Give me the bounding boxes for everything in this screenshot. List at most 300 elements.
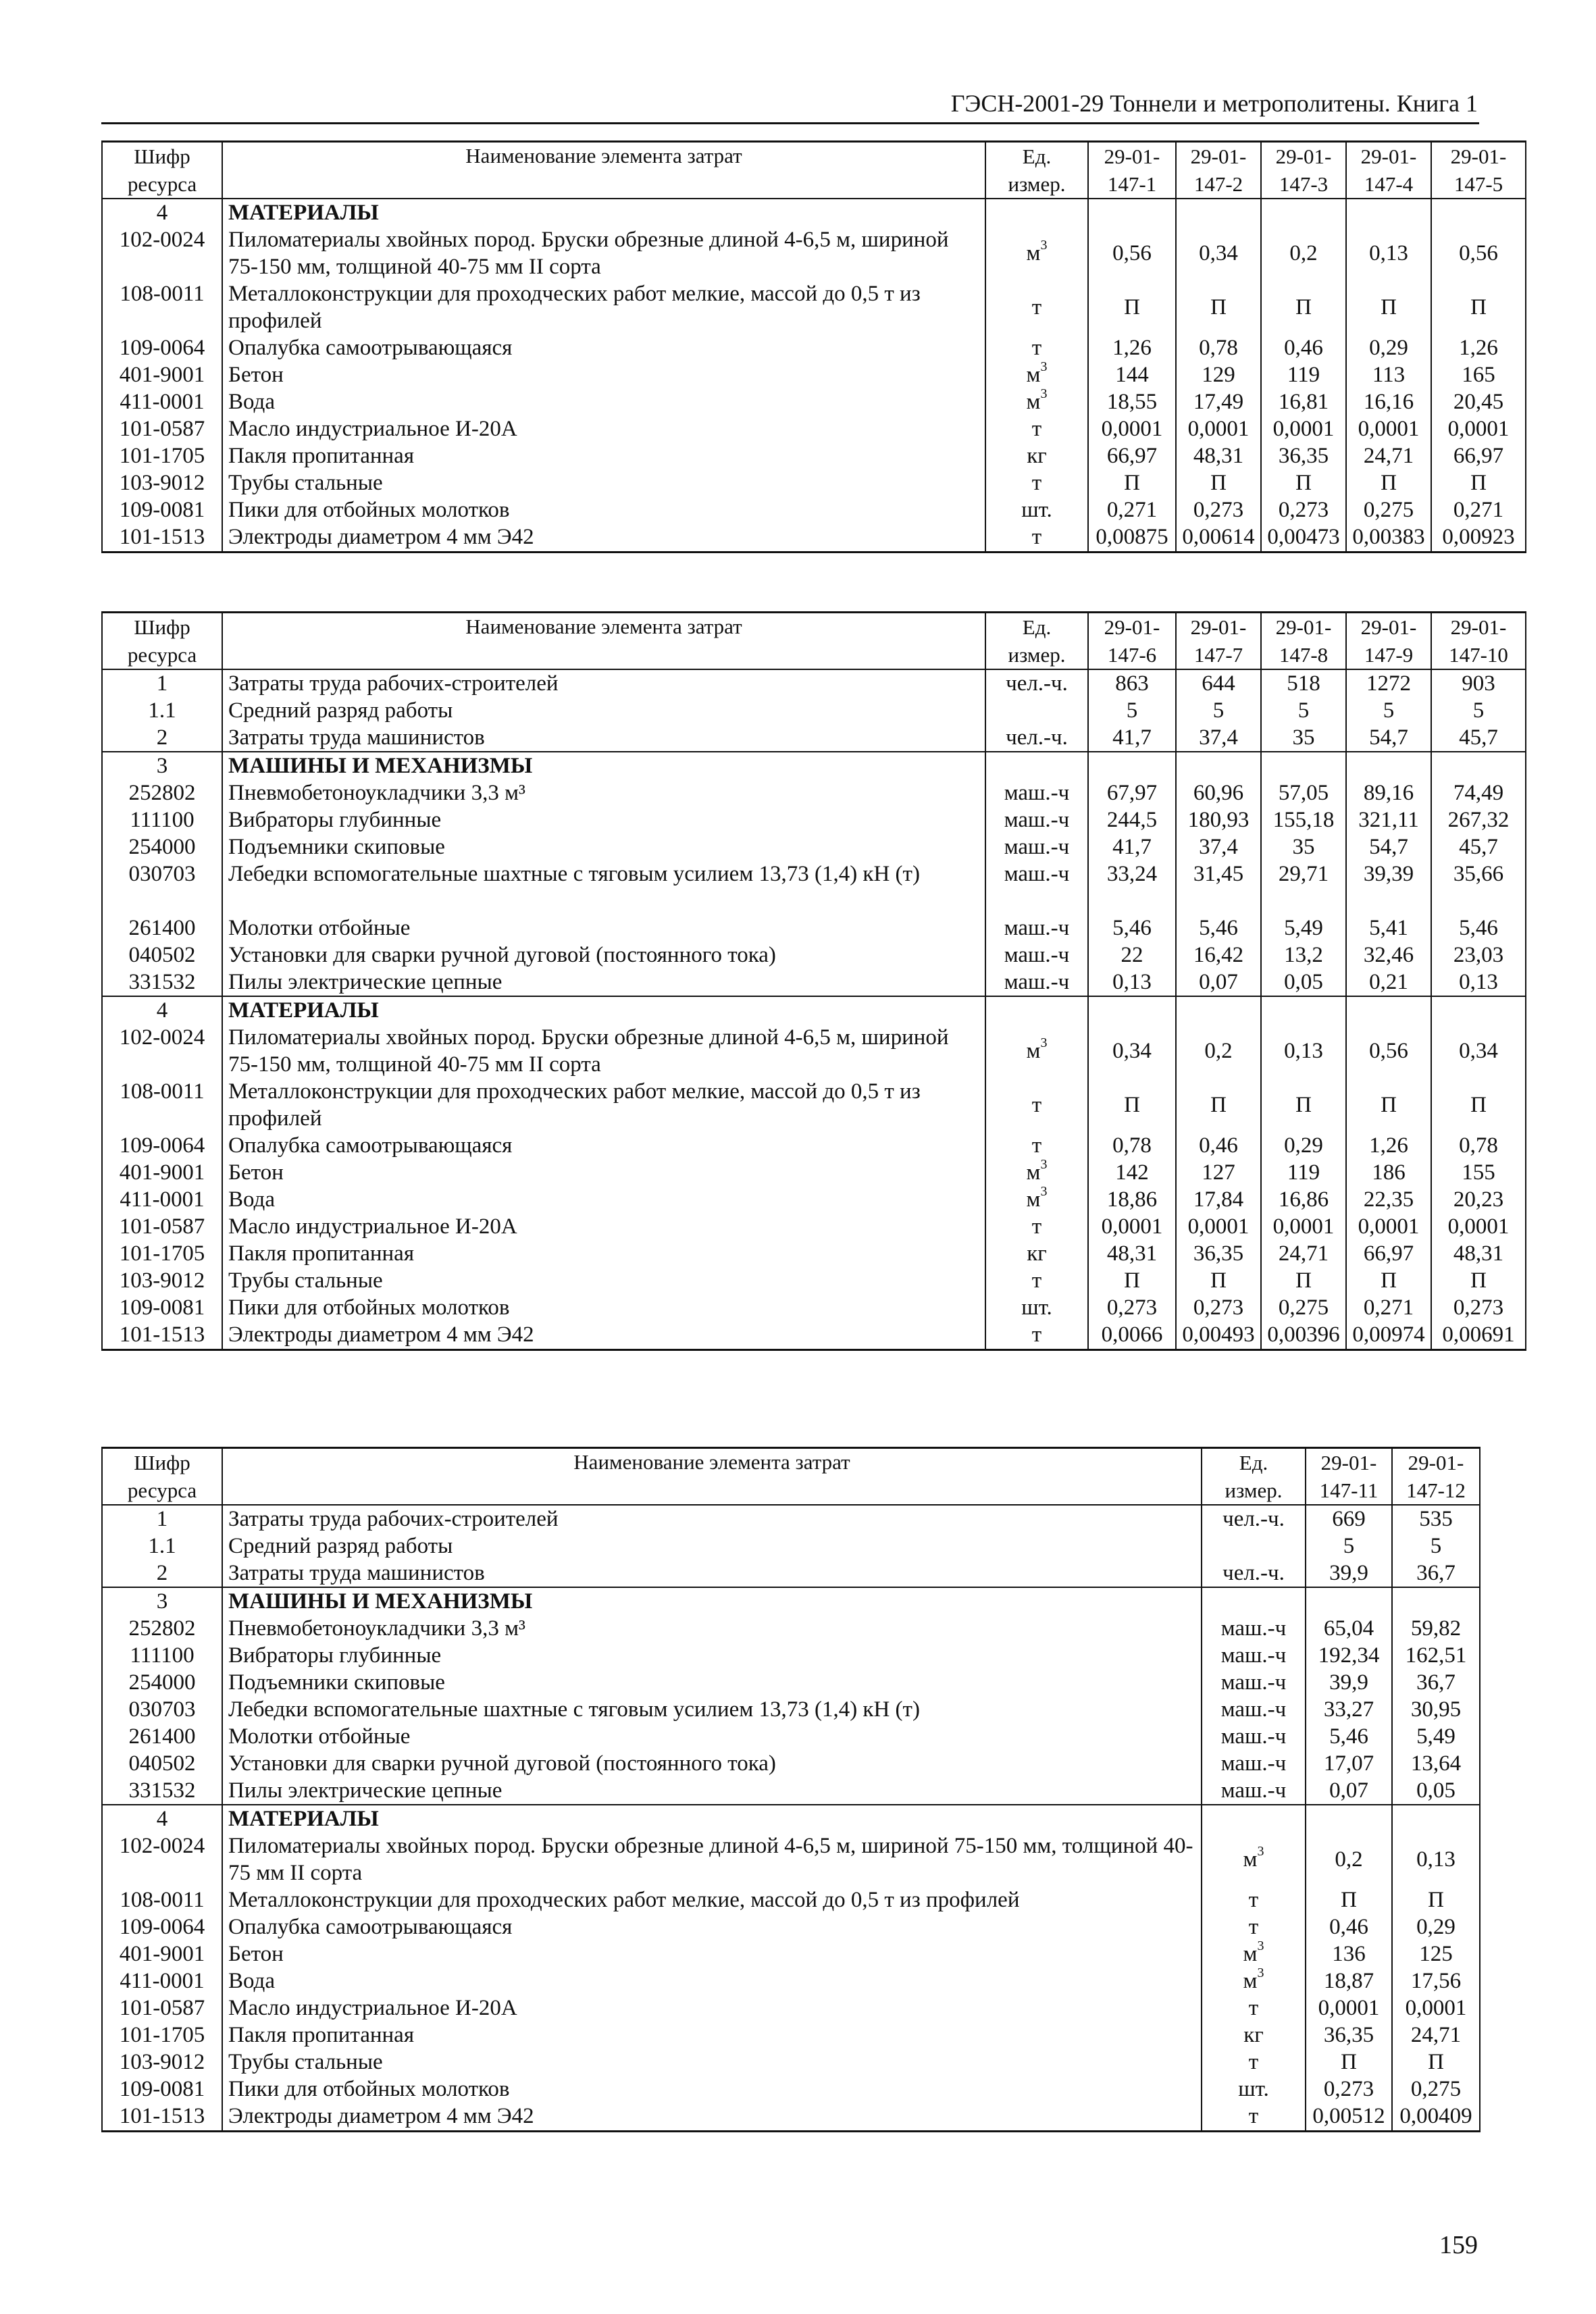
norm-value [1261,752,1346,779]
norm-value: 119 [1261,1159,1346,1186]
norm-value: 0,07 [1306,1777,1392,1805]
resource-row [102,1696,1480,1723]
norm-value: 0,00875 [1088,523,1176,552]
section-row [102,996,1526,1024]
norm-value: 535 [1392,1505,1480,1533]
norm-value: 33,24 [1088,860,1176,915]
norm-value: 0,34 [1431,1024,1526,1078]
norm-value: 16,16 [1346,388,1431,415]
norm-value: 1,26 [1431,334,1526,361]
unit-label: т [1031,1133,1042,1158]
unit-exponent: 3 [1257,1844,1264,1859]
norm-value: 192,34 [1306,1642,1392,1669]
norm-value: 37,4 [1176,724,1261,752]
resource-name: Лебедки вспомогательные шахтные с тяговым усилием 13,73 (1,4) кН (т) [222,860,985,915]
norm-value: 17,84 [1176,1186,1261,1213]
resource-row [102,469,1526,496]
resource-row [102,1213,1526,1240]
resource-row [102,2076,1480,2103]
resource-row [102,915,1526,942]
unit-label: маш.-ч [1220,1778,1287,1803]
resource-code: 103-9012 [102,1267,222,1294]
norm-value: 186 [1346,1159,1431,1186]
norm-value: 0,13 [1261,1024,1346,1078]
resource-row [102,833,1526,860]
section-title: МАТЕРИАЛЫ [222,199,985,226]
resource-code: 108-0011 [102,1886,222,1913]
norm-code-line2: 147-4 [1364,172,1414,196]
norm-value: 0,0001 [1176,415,1261,442]
norm-value: 13,64 [1392,1750,1480,1777]
norm-code-line1: 29-01- [1450,615,1507,639]
resource-name: Электроды диаметром 4 мм Э42 [222,2103,1202,2131]
resource-name: Масло индустриальное И-20А [222,1995,1202,2022]
norm-value: 863 [1088,669,1176,697]
resource-name: Бетон [222,1159,985,1186]
norm-value: 54,7 [1346,724,1431,752]
resource-code: 101-1513 [102,2103,222,2131]
unit-of-measure [1202,1560,1306,1587]
resource-name: Бетон [222,361,985,388]
norm-value: 0,0001 [1431,1213,1526,1240]
unit-label: т [1248,2050,1259,2074]
norm-value: 0,271 [1346,1294,1431,1321]
norm-value [1088,199,1176,226]
unit-of-measure [1202,1533,1306,1560]
resource-code: 109-0081 [102,496,222,523]
norm-value: 60,96 [1176,779,1261,806]
resource-row [102,226,1526,280]
unit-label: м [1026,363,1041,387]
resource-code: 102-0024 [102,226,222,280]
unit-of-measure [1202,2103,1306,2131]
norm-value: 0,0066 [1088,1321,1176,1349]
resource-row [102,361,1526,388]
norm-value: 0,0001 [1088,415,1176,442]
unit-label: маш.-ч [1220,1616,1287,1641]
resource-code: 040502 [102,942,222,969]
norm-value: 0,21 [1346,969,1431,996]
norm-value [1346,199,1431,226]
norm-value: 644 [1176,669,1261,697]
norm-value: 0,0001 [1431,415,1526,442]
norm-value: П [1431,1267,1526,1294]
resource-name: Пакля пропитанная [222,442,985,469]
section-row [102,1587,1480,1615]
norm-column-header [1431,142,1526,199]
resource-name: Подъемники скиповые [222,833,985,860]
norm-code-line1: 29-01- [1190,145,1247,168]
section-row [102,752,1526,779]
norm-value: 22,35 [1346,1186,1431,1213]
resource-name: Подъемники скиповые [222,1669,1202,1696]
resource-name: Вибраторы глубинные [222,806,985,833]
resource-name: Установки для сварки ручной дуговой (постоянного тока) [222,1750,1202,1777]
resource-name: Пики для отбойных молотков [222,2076,1202,2103]
unit-exponent: 3 [1040,361,1048,374]
unit-label: т [1031,525,1042,549]
unit-label: чел.-ч. [1006,671,1068,696]
resource-code: 102-0024 [102,1024,222,1078]
unit-label: т [1031,336,1042,360]
resource-code: 411-0001 [102,1968,222,1995]
norm-value: П [1392,2049,1480,2076]
norm-value: 18,86 [1088,1186,1176,1213]
resource-code: 109-0081 [102,2076,222,2103]
unit-of-measure [985,724,1088,752]
resource-code: 101-1513 [102,523,222,552]
norm-value: 5,41 [1346,915,1431,942]
norm-value: 24,71 [1346,442,1431,469]
norm-value: 0,13 [1431,969,1526,996]
unit-label: м [1243,1942,1258,1966]
resource-code: 254000 [102,833,222,860]
norm-value: 30,95 [1392,1696,1480,1723]
resource-row [102,1560,1480,1587]
norm-value: П [1346,1267,1431,1294]
norm-value: 5,46 [1431,915,1526,942]
norm-value: 0,13 [1088,969,1176,996]
norm-value: П [1346,469,1431,496]
unit-exponent: 3 [1257,1940,1264,1953]
norm-value: 5 [1261,697,1346,724]
norm-value: 144 [1088,361,1176,388]
resource-row [102,2049,1480,2076]
code-header-line2: ресурса [127,1479,197,1502]
norm-value: 5 [1431,697,1526,724]
norm-value: 0,00493 [1176,1321,1261,1349]
name-header-label: Наименование элемента затрат [465,144,742,168]
norm-value: 0,00473 [1261,523,1346,552]
unit-of-measure [1202,2076,1306,2103]
resource-code: 3 [102,752,222,779]
norm-value: 0,2 [1261,226,1346,280]
unit-label: маш.-ч [1220,1697,1287,1722]
norm-value: 59,82 [1392,1615,1480,1642]
resource-name: Пиломатериалы хвойных пород. Бруски обрезные длиной 4-6,5 м, шириной 75-150 мм, толщиной 40-75 мм II сорта [222,1024,985,1078]
unit-label: т [1031,1093,1042,1117]
unit-of-measure [985,469,1088,496]
norm-value: 0,00383 [1346,523,1431,552]
page-header: ГЭСН-2001-29 Тоннели и метрополитены. Книга 1 [950,90,1478,117]
resource-row [102,969,1526,996]
unit-of-measure [985,1132,1088,1159]
unit-label: т [1031,1214,1042,1239]
norm-column-header [1176,613,1261,670]
unit-of-measure [1202,1669,1306,1696]
norm-value: 5,46 [1306,1723,1392,1750]
norm-value: 18,87 [1306,1968,1392,1995]
unit-header-line1: Ед. [1022,615,1052,639]
unit-of-measure [985,1267,1088,1294]
resource-code: 109-0064 [102,334,222,361]
norm-value: 0,0001 [1306,1995,1392,2022]
unit-of-measure [985,523,1088,552]
header-rule [101,122,1479,124]
unit-of-measure [1202,1696,1306,1723]
resource-row [102,806,1526,833]
code-header-line2: ресурса [127,172,197,196]
unit-of-measure [1202,1968,1306,1995]
norm-value: 36,35 [1176,1240,1261,1267]
resource-name: Опалубка самоотрывающаяся [222,334,985,361]
resource-row [102,280,1526,334]
norm-value: 1,26 [1088,334,1176,361]
norm-value: 0,0001 [1392,1995,1480,2022]
resource-name: Вибраторы глубинные [222,1642,1202,1669]
unit-label: т [1248,2104,1259,2128]
unit-column-header [1202,1448,1306,1506]
resource-code: 411-0001 [102,388,222,415]
unit-of-measure [985,1294,1088,1321]
norm-value [1261,199,1346,226]
unit-of-measure [1202,1587,1306,1615]
resource-row [102,2022,1480,2049]
norm-value: 5 [1176,697,1261,724]
norm-value: 74,49 [1431,779,1526,806]
resource-name: Затраты труда рабочих-строителей [222,1505,1202,1533]
resource-code: 3 [102,1587,222,1615]
norm-value: 0,78 [1088,1132,1176,1159]
resource-code: 030703 [102,860,222,915]
unit-of-measure [985,199,1088,226]
unit-label: т [1248,1996,1259,2020]
resource-code: 4 [102,199,222,226]
resource-name: Масло индустриальное И-20А [222,1213,985,1240]
norm-value: П [1261,280,1346,334]
resource-row [102,1940,1480,1968]
resource-row [102,1294,1526,1321]
resource-row [102,1615,1480,1642]
resource-name: Металлоконструкции для проходческих работ мелкие, массой до 0,5 т из профилей [222,280,985,334]
resource-code: 411-0001 [102,1186,222,1213]
norm-value: 0,46 [1176,1132,1261,1159]
resource-row [102,1186,1526,1213]
unit-label: м [1243,1969,1258,1993]
resource-name: Пакля пропитанная [222,2022,1202,2049]
unit-exponent: 3 [1040,238,1048,253]
norm-value: 0,29 [1261,1132,1346,1159]
unit-of-measure [985,226,1088,280]
unit-of-measure [985,860,1088,915]
norm-code-line1: 29-01- [1360,615,1417,639]
section-row [102,1805,1480,1832]
norm-code-line2: 147-8 [1279,643,1329,667]
norm-value: П [1261,1267,1346,1294]
norm-value: 5 [1306,1533,1392,1560]
name-column-header [222,142,985,199]
unit-of-measure [985,1240,1088,1267]
norm-value: 0,0001 [1346,415,1431,442]
norm-value: 41,7 [1088,724,1176,752]
norm-value: 20,23 [1431,1186,1526,1213]
resource-code: 102-0024 [102,1832,222,1886]
resource-row [102,2103,1480,2131]
norm-value: 16,86 [1261,1186,1346,1213]
norm-value: П [1431,469,1526,496]
resource-code: 1 [102,1505,222,1533]
norm-value: 119 [1261,361,1346,388]
unit-of-measure [985,1024,1088,1078]
norm-value: 180,93 [1176,806,1261,833]
norm-value: 1272 [1346,669,1431,697]
norm-value: 0,00396 [1261,1321,1346,1349]
norm-value: П [1088,1078,1176,1132]
norm-value: 0,29 [1392,1913,1480,1940]
norm-code-line2: 147-7 [1193,643,1243,667]
norm-value: 0,46 [1261,334,1346,361]
norm-value: 0,78 [1431,1132,1526,1159]
norm-value: 0,2 [1306,1832,1392,1886]
norm-code-line1: 29-01- [1320,1451,1377,1474]
norm-value: 0,0001 [1176,1213,1261,1240]
unit-label: т [1031,295,1042,319]
norm-value: 35 [1261,724,1346,752]
norm-value [1392,1805,1480,1832]
norm-value: 35,66 [1431,860,1526,915]
unit-label: т [1248,1915,1259,1939]
unit-label: т [1031,1322,1042,1347]
norm-value: 37,4 [1176,833,1261,860]
resource-code: 254000 [102,1669,222,1696]
norm-value: 24,71 [1392,2022,1480,2049]
resource-code: 261400 [102,1723,222,1750]
name-column-header [222,613,985,670]
section-title: МАТЕРИАЛЫ [222,1805,1202,1832]
norm-code-line2: 147-2 [1193,172,1243,196]
section-title: МАТЕРИАЛЫ [222,996,985,1024]
resource-name: Трубы стальные [222,469,985,496]
norm-column-header [1346,142,1431,199]
norm-value: 165 [1431,361,1526,388]
resource-code: 111100 [102,1642,222,1669]
resource-code: 401-9001 [102,361,222,388]
norm-value: 129 [1176,361,1261,388]
norm-value: П [1176,1078,1261,1132]
unit-label: кг [1027,1241,1047,1266]
resource-code: 103-9012 [102,2049,222,2076]
unit-label: маш.-ч [1004,781,1070,805]
resource-code: 108-0011 [102,1078,222,1132]
resource-row [102,334,1526,361]
norm-value: 5,46 [1176,915,1261,942]
resource-row [102,1777,1480,1805]
norm-value: 0,271 [1431,496,1526,523]
norm-code-line2: 147-9 [1364,643,1414,667]
resource-row [102,779,1526,806]
norm-code-line2: 147-11 [1319,1479,1379,1502]
norm-value: 5 [1346,697,1431,724]
norm-value: 48,31 [1176,442,1261,469]
unit-of-measure [985,415,1088,442]
norm-value: 0,56 [1088,226,1176,280]
resource-code: 4 [102,996,222,1024]
unit-of-measure [985,1321,1088,1349]
unit-label: т [1031,471,1042,495]
norm-value: 142 [1088,1159,1176,1186]
norm-value: П [1176,1267,1261,1294]
norm-value: 35 [1261,833,1346,860]
norm-value: 16,81 [1261,388,1346,415]
norm-value: 36,35 [1261,442,1346,469]
norm-value: 23,03 [1431,942,1526,969]
code-header-line2: ресурса [127,643,197,667]
norm-value: 32,46 [1346,942,1431,969]
unit-of-measure [1202,1913,1306,1940]
norm-value: 5,46 [1088,915,1176,942]
norm-code-line1: 29-01- [1408,1451,1464,1474]
norm-value: 244,5 [1088,806,1176,833]
resource-table-1 [101,140,1526,553]
name-header-label: Наименование элемента затрат [465,615,742,638]
norm-value: 66,97 [1431,442,1526,469]
norm-value: 0,78 [1176,334,1261,361]
norm-value: П [1392,1886,1480,1913]
norm-value: 0,13 [1392,1832,1480,1886]
norm-value: 669 [1306,1505,1392,1533]
norm-value: 0,00691 [1431,1321,1526,1349]
norm-code-line2: 147-6 [1107,643,1157,667]
norm-value: П [1306,2049,1392,2076]
norm-value [1261,996,1346,1024]
norm-value: 5,49 [1392,1723,1480,1750]
norm-value: 0,273 [1261,496,1346,523]
resource-row [102,1886,1480,1913]
resource-code: 252802 [102,1615,222,1642]
norm-value: 36,7 [1392,1669,1480,1696]
norm-value: 0,05 [1392,1777,1480,1805]
norm-value: 0,34 [1088,1024,1176,1078]
norm-column-header [1306,1448,1392,1506]
resource-name: Вода [222,1968,1202,1995]
unit-header-line2: измер. [1225,1479,1283,1502]
norm-column-header [1261,142,1346,199]
code-column-header [102,1448,222,1506]
norm-value: 36,35 [1306,2022,1392,2049]
norm-value: 518 [1261,669,1346,697]
unit-of-measure [1202,1642,1306,1669]
norm-value: П [1306,1886,1392,1913]
unit-label: т [1248,1888,1259,1912]
norm-value: 57,05 [1261,779,1346,806]
resource-code: 2 [102,724,222,752]
unit-of-measure [985,669,1088,697]
norm-value: 5,49 [1261,915,1346,942]
resource-code: 1 [102,669,222,697]
unit-of-measure [985,1078,1088,1132]
resource-row [102,1024,1526,1078]
resource-code: 4 [102,1805,222,1832]
norm-code-line1: 29-01- [1450,145,1507,168]
norm-code-line2: 147-3 [1279,172,1329,196]
unit-exponent: 3 [1257,1968,1264,1980]
unit-label: маш.-ч [1220,1670,1287,1695]
resource-name: Лебедки вспомогательные шахтные с тяговым усилием 13,73 (1,4) кН (т) [222,1696,1202,1723]
norm-code-line2: 147-5 [1453,172,1503,196]
norm-value: П [1088,1267,1176,1294]
norm-value [1392,1587,1480,1615]
norm-value: П [1176,280,1261,334]
norm-code-line1: 29-01- [1190,615,1247,639]
norm-value: 0,00923 [1431,523,1526,552]
norm-value: П [1088,469,1176,496]
resource-name: Пакля пропитанная [222,1240,985,1267]
resource-row [102,697,1526,724]
unit-of-measure [985,1159,1088,1186]
unit-header-line1: Ед. [1022,145,1052,168]
norm-column-header [1176,142,1261,199]
norm-value: П [1346,280,1431,334]
